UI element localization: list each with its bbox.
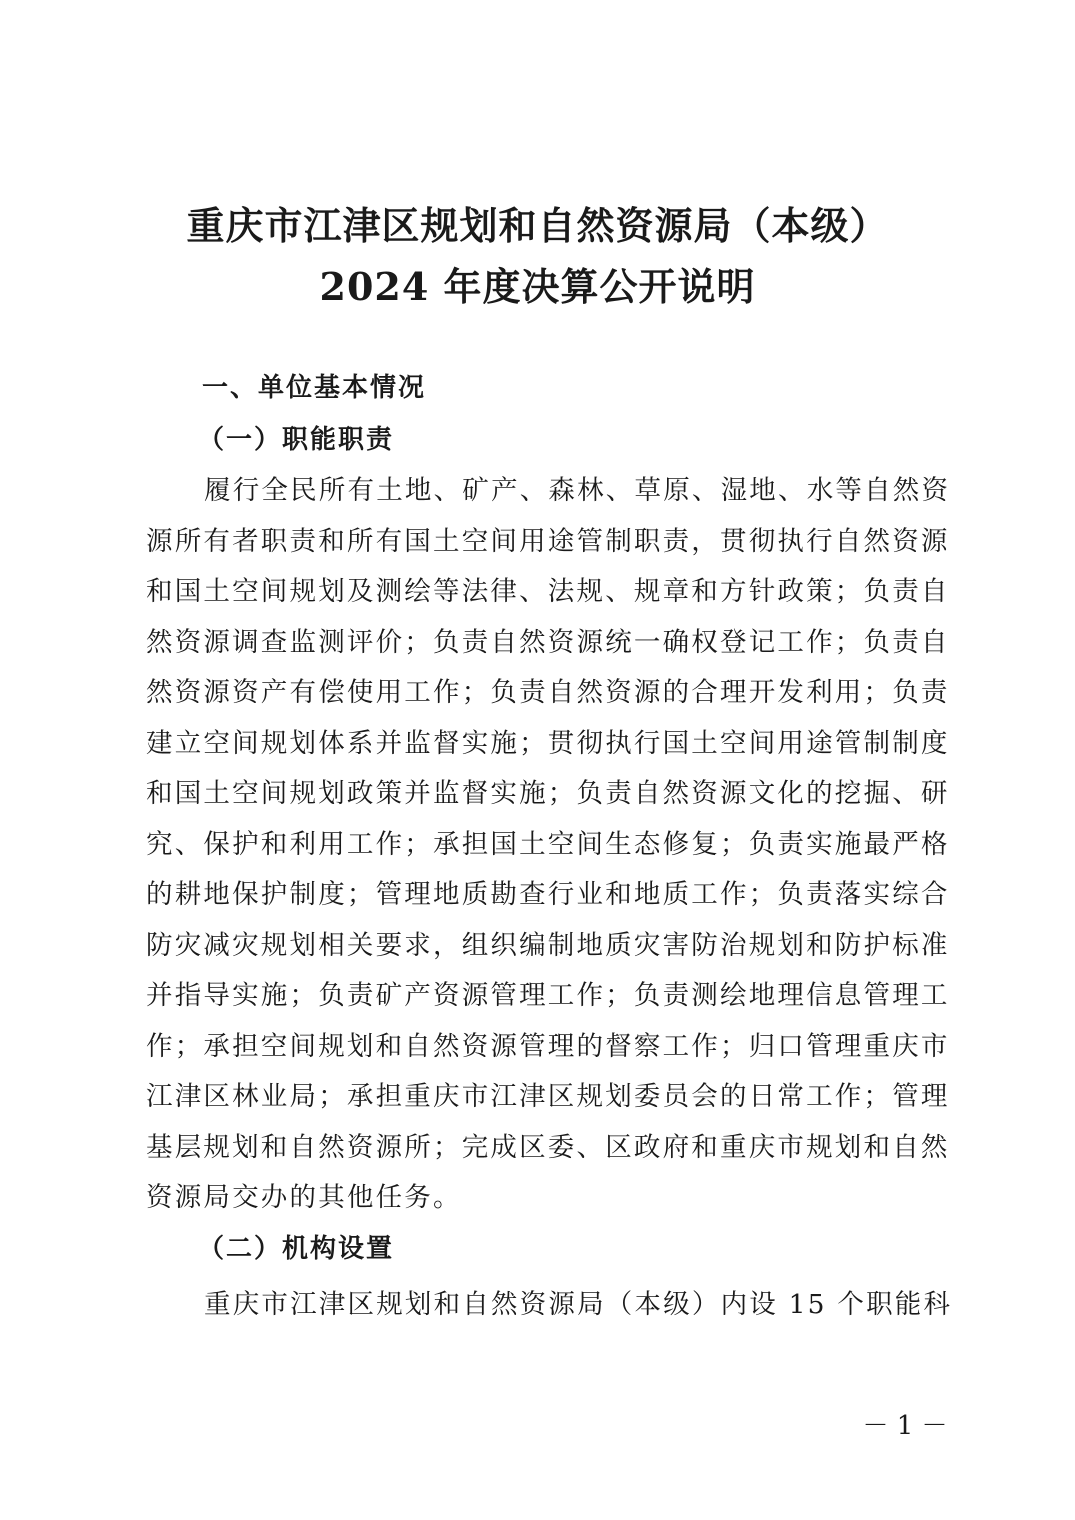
paragraph-line: 重庆市江津区规划和自然资源局（本级）内设 15 个职能科	[204, 1289, 953, 1320]
document-title-line2: 2024 年度决算公开说明	[319, 264, 756, 309]
paragraph-line: 和国土空间规划及测绘等法律、法规、规章和方针政策；负责自	[146, 576, 950, 607]
paragraph-line: 建立空间规划体系并监督实施；贯彻执行国土空间用途管制制度	[146, 727, 950, 759]
organization-paragraph	[146, 1280, 953, 1331]
paragraph-line: 究、保护和利用工作；承担国土空间生态修复；负责实施最严格	[146, 828, 950, 860]
paragraph-line: 然资源资产有偿使用工作；负责自然资源的合理开发利用；负责	[146, 677, 950, 708]
paragraph-line: 源所有者职责和所有国土空间用途管制职责，贯彻执行自然资源	[146, 525, 950, 557]
paragraph-line: 江津区林业局；承担重庆市江津区规划委员会的日常工作；管理	[146, 1081, 950, 1112]
paragraph-line: 资源局交办的其他任务。	[146, 1182, 462, 1213]
paragraph-line: 履行全民所有土地、矿产、森林、草原、湿地、水等自然资	[204, 475, 951, 506]
page-number: － 1 －	[862, 1411, 948, 1441]
paragraph-line: 和国土空间规划政策并监督实施；负责自然资源文化的挖掘、研	[146, 778, 950, 809]
paragraph-line: 的耕地保护制度；管理地质勘查行业和地质工作；负责落实综合	[146, 879, 950, 910]
subsection-heading-duties: （一）职能职责	[198, 425, 395, 455]
paragraph-line: 并指导实施；负责矿产资源管理工作；负责测绘地理信息管理工	[146, 980, 950, 1011]
paragraph-line: 防灾减灾规划相关要求，组织编制地质灾害防治规划和防护标准	[146, 929, 950, 961]
paragraph-line: 作；承担空间规划和自然资源管理的督察工作；归口管理重庆市	[146, 1030, 950, 1062]
duties-paragraph	[146, 466, 951, 1224]
subsection-heading-organization: （二）机构设置	[198, 1234, 395, 1264]
section-heading-basic-info: 一、单位基本情况	[202, 373, 427, 403]
paragraph-line: 基层规划和自然资源所；完成区委、区政府和重庆市规划和自然	[146, 1131, 950, 1163]
paragraph-line: 然资源调查监测评价；负责自然资源统一确权登记工作；负责自	[146, 626, 950, 658]
document-title-line1: 重庆市江津区规划和自然资源局（本级）	[186, 203, 889, 248]
